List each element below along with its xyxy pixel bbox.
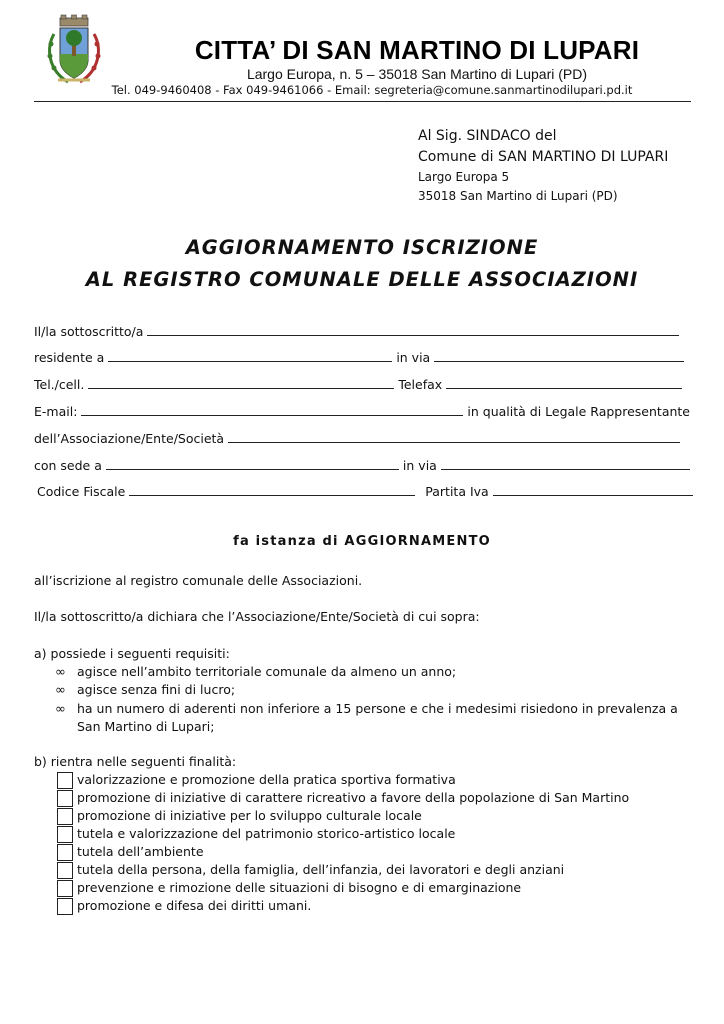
municipality-contacts: Tel. 049-9460408 - Fax 049-9461066 - Email: segreteria@comune.sanmartinodilupari.pd.it [111,83,633,97]
finalita-option[interactable] [57,771,697,789]
checkbox[interactable] [57,880,73,897]
section-subtitle: fa istanza di AGGIORNAMENTO [233,534,491,549]
infinity-bullet-icon: ∞ [55,665,66,680]
finalita-label: tutela e valorizzazione del patrimonio storico-artistico locale [77,826,456,841]
form-row-fiscale [37,483,693,501]
label-sede: con sede a [34,458,102,473]
finalita-option[interactable] [57,843,697,861]
checkbox[interactable] [57,808,73,825]
document-title-line-2: AL REGISTRO COMUNALE DELLE ASSOCIAZIONI [85,268,639,291]
checkbox[interactable] [57,790,73,807]
checkbox[interactable] [57,844,73,861]
label-codice-fiscale: Codice Fiscale [37,484,126,499]
document-title-line-1: AGGIORNAMENTO ISCRIZIONE [185,236,539,259]
label-qualita: in qualità di Legale Rappresentante [467,404,690,419]
label-email: E-mail: [34,404,78,419]
checkbox[interactable] [57,898,73,915]
recipient-line-2: Comune di SAN MARTINO DI LUPARI [418,149,669,165]
finalita-option[interactable] [57,861,697,879]
finalita-label: tutela della persona, della famiglia, dell’infanzia, dei lavoratori e degli anziani [77,862,565,877]
form-row-telefono [34,376,690,394]
field-via-sede[interactable] [441,457,690,470]
field-email[interactable] [81,403,463,416]
requisito-item: ∞ agisce senza fini di lucro; [55,682,236,698]
paragraph-iscrizione: all’iscrizione al registro comunale delle Associazioni. [34,573,363,588]
label-sottoscritto: Il/la sottoscritto/a [34,324,144,339]
municipality-title: CITTA’ DI SAN MARTINO DI LUPARI [194,35,640,65]
recipient-line-3: Largo Europa 5 [418,170,510,184]
section-b-heading: b) rientra nelle seguenti finalità: [34,754,237,769]
requisito-item: ∞ ha un numero di aderenti non inferiore a 15 persone e che i medesimi risiedono in prevalenza a San Martino di Lupari; [55,701,678,734]
section-a-heading: a) possiede i seguenti requisiti: [34,646,230,661]
form-row-associazione [34,430,690,448]
finalita-label: tutela dell’ambiente [77,844,204,859]
paragraph-dichiarazione: Il/la sottoscritto/a dichiara che l’Associazione/Ente/Società di cui sopra: [34,609,480,624]
recipient-line-1: Al Sig. SINDACO del [418,128,557,144]
label-tel: Tel./cell. [34,377,85,392]
field-sede[interactable] [106,457,399,470]
finalita-option[interactable] [57,879,697,897]
label-partita-iva: Partita Iva [425,484,489,499]
checkbox[interactable] [57,826,73,843]
municipal-crest-icon [44,14,104,90]
finalita-option[interactable] [57,807,697,825]
field-residente[interactable] [108,349,392,362]
field-tel[interactable] [88,376,394,389]
field-associazione[interactable] [228,430,680,443]
finalita-option[interactable] [57,897,697,915]
municipality-address: Largo Europa, n. 5 – 35018 San Martino di Lupari (PD) [246,66,588,82]
finalita-option[interactable] [57,789,697,807]
label-in-via: in via [396,350,431,365]
finalita-label: valorizzazione e promozione della pratica sportiva formativa [77,772,456,787]
requisito-item: ∞ agisce nell’ambito territoriale comunale da almeno un anno; [55,664,457,680]
field-via[interactable] [434,349,684,362]
recipient-block [418,126,668,206]
field-sottoscritto[interactable] [147,323,679,336]
label-in-via-2: in via [402,458,437,473]
infinity-bullet-icon: ∞ [55,683,66,698]
field-telefax[interactable] [446,376,682,389]
checkbox[interactable] [57,862,73,879]
header-divider [34,101,691,102]
recipient-line-4: 35018 San Martino di Lupari (PD) [418,189,618,203]
finalita-label: promozione di iniziative per lo sviluppo culturale locale [77,808,422,823]
label-associazione: dell’Associazione/Ente/Società [34,431,225,446]
form-row-sede [34,457,690,475]
finalita-option[interactable] [57,825,697,843]
label-residente: residente a [34,350,105,365]
finalita-label: promozione di iniziative di carattere ricreativo a favore della popolazione di San Martino [77,790,630,805]
checkbox[interactable] [57,772,73,789]
field-partita-iva[interactable] [493,483,693,496]
form-row-email [34,403,690,421]
form-row-sottoscritto [34,323,690,341]
finalita-label: prevenzione e rimozione delle situazioni di bisogno e di emarginazione [77,880,522,895]
label-telefax: Telefax [398,377,443,392]
form-row-residenza [34,349,690,367]
finalita-label: promozione e difesa dei diritti umani. [77,898,312,913]
field-codice-fiscale[interactable] [129,483,415,496]
infinity-bullet-icon: ∞ [55,702,66,717]
